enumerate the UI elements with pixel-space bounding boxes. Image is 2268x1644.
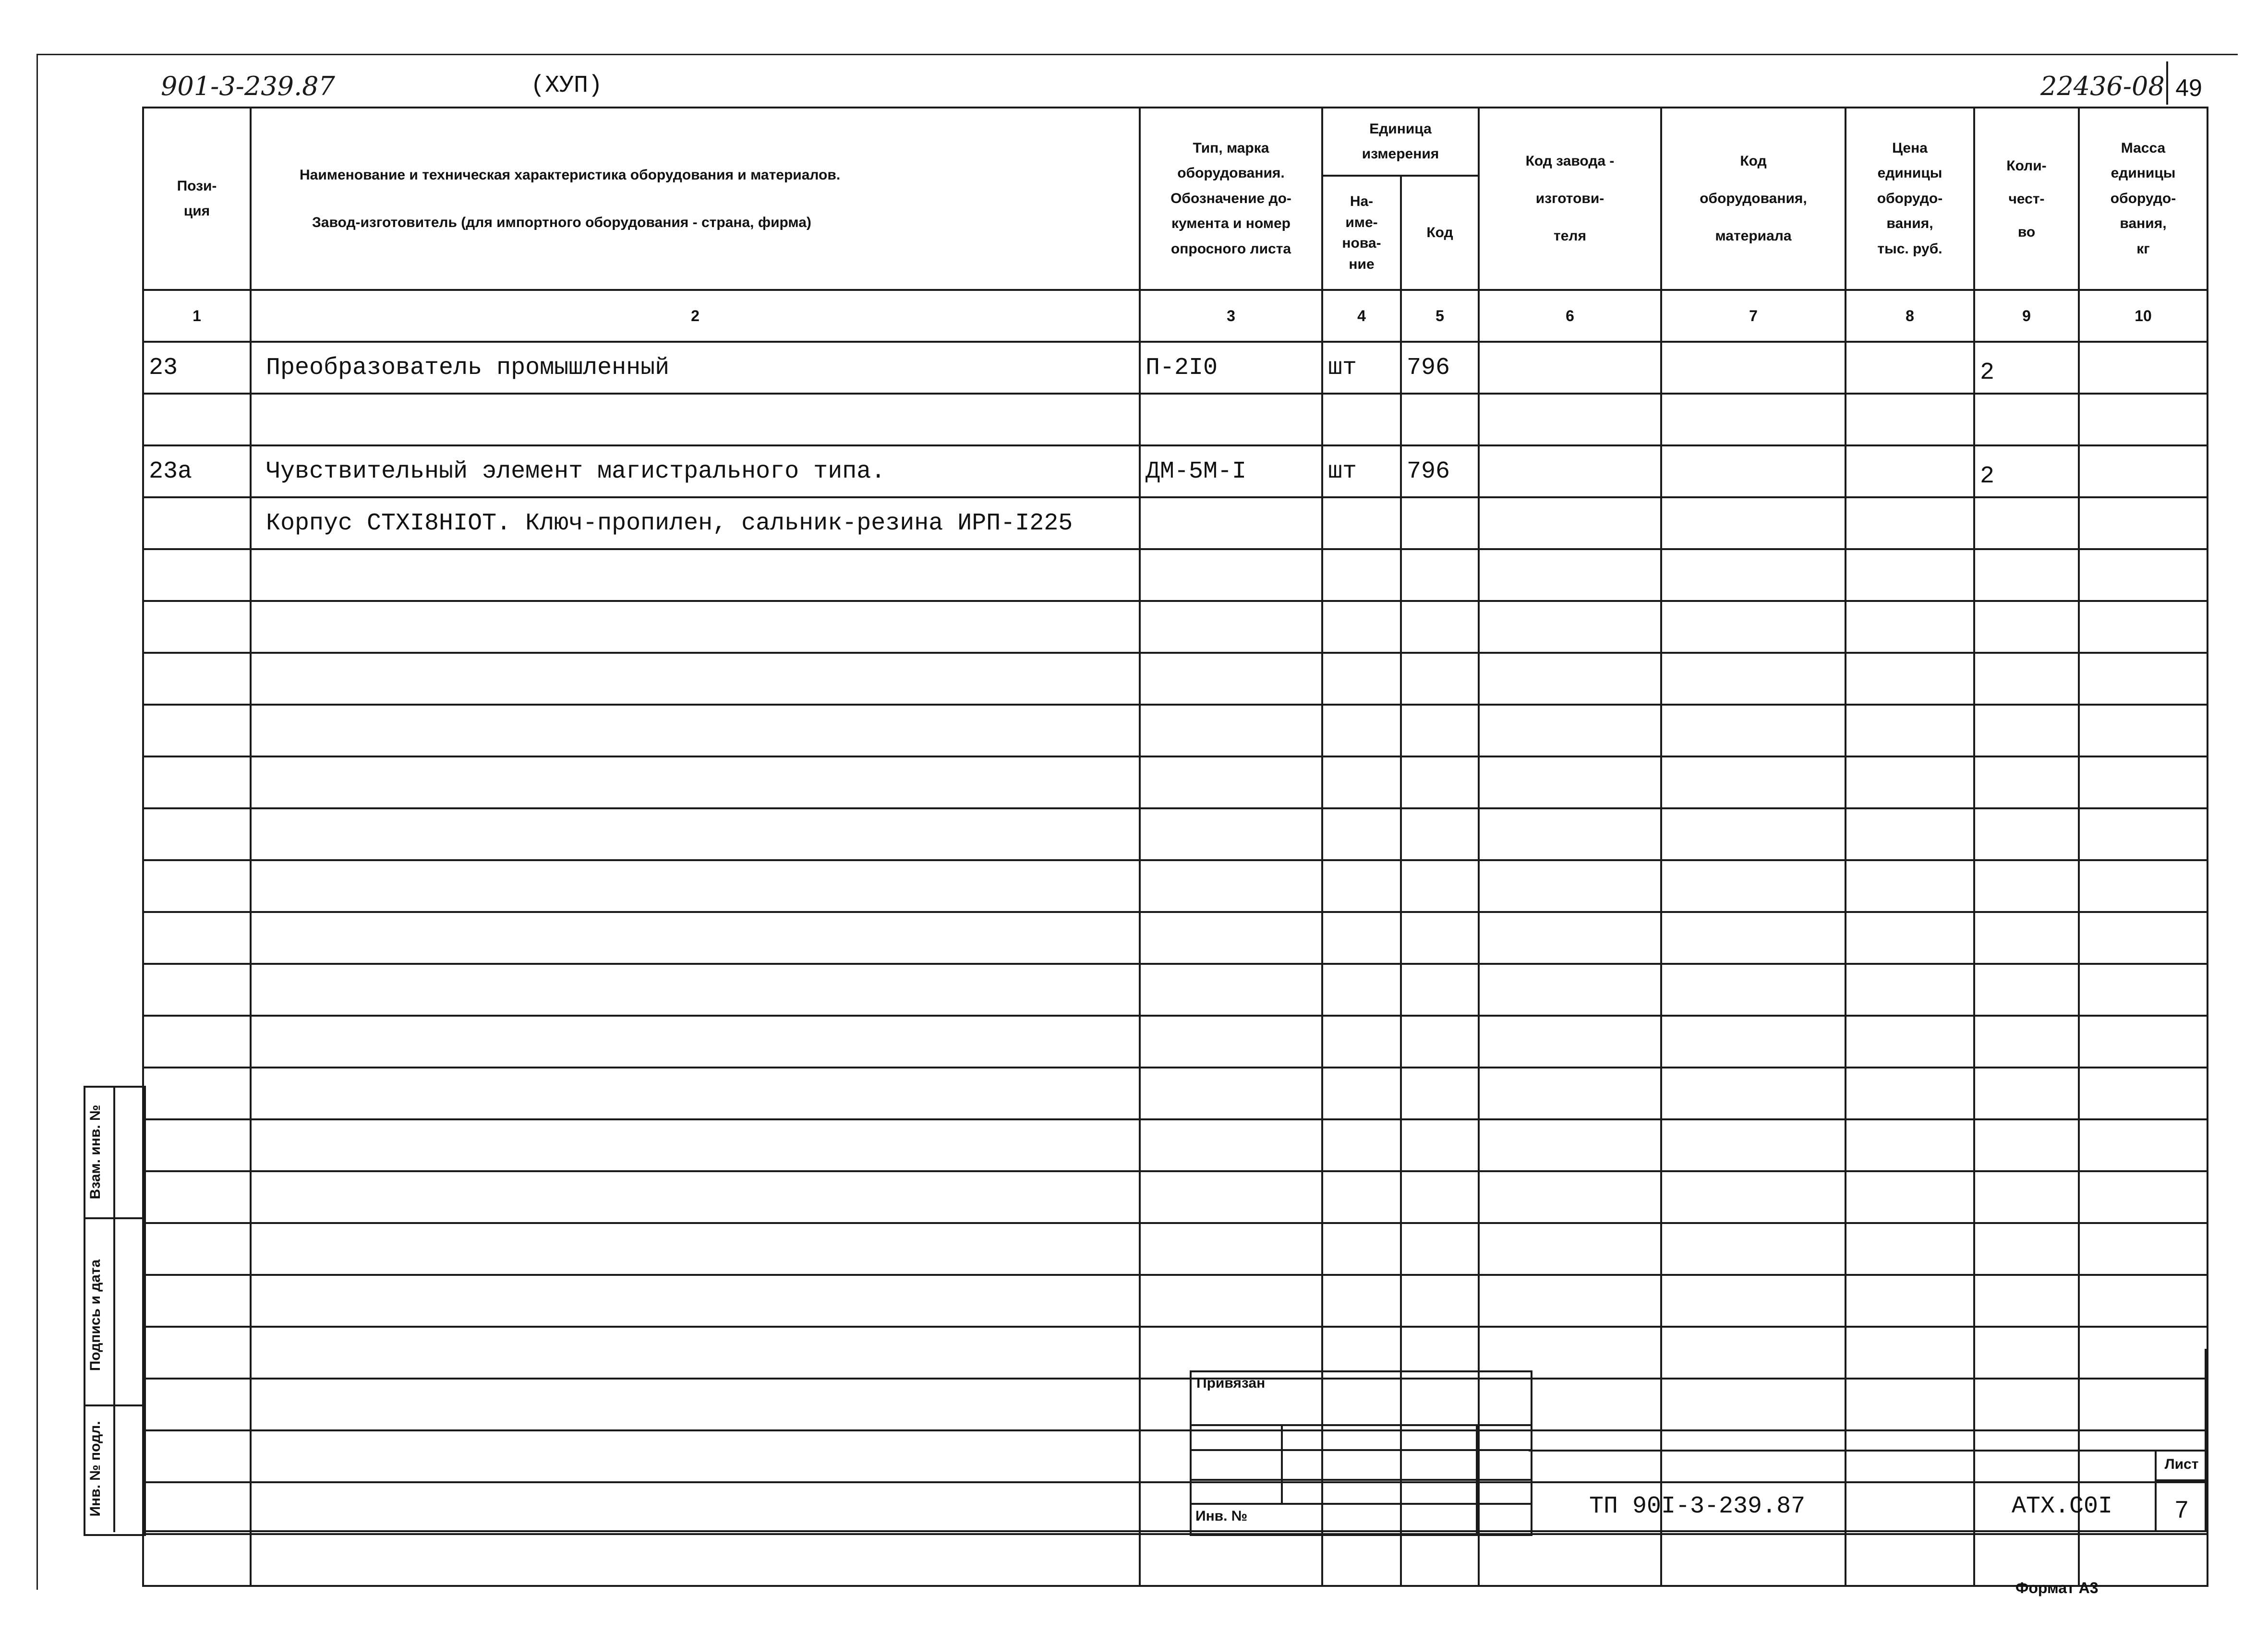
cell-price	[1846, 808, 1974, 860]
cell-code	[1401, 549, 1479, 601]
cell-quantity	[1974, 1223, 2079, 1275]
cell-factory-code	[1479, 860, 1661, 912]
cell-factory-code	[1479, 1068, 1661, 1119]
table-row	[143, 1068, 2208, 1119]
cell-quantity	[1974, 756, 2079, 808]
cell-name	[251, 1171, 1140, 1223]
cell-position	[143, 1119, 251, 1171]
cell-quantity	[1974, 964, 2079, 1016]
header-name-line2: Завод-изготовитель (для импортного оборудования - страна, фирма)	[312, 215, 811, 230]
cell-name: Корпус СТХI8НIОТ. Ключ-пропилен, сальник-резина ИРП-I225	[251, 497, 1140, 549]
cell-mass	[2079, 497, 2208, 549]
header-equipment-code: Код оборудования, материала	[1661, 108, 1846, 290]
cell-mass	[2079, 1223, 2208, 1275]
cell-code	[1401, 808, 1479, 860]
cell-name: Преобразователь промышленный	[251, 342, 1140, 394]
table-row	[143, 549, 2208, 601]
cell-code	[1401, 1275, 1479, 1327]
top-border-line	[36, 54, 2238, 55]
cell-price	[1846, 860, 1974, 912]
cell-name	[251, 756, 1140, 808]
cell-equipment-code	[1661, 1223, 1846, 1275]
cell-quantity	[1974, 1068, 2079, 1119]
cell-position	[143, 964, 251, 1016]
cell-position	[143, 705, 251, 756]
cell-position	[143, 1223, 251, 1275]
cell-equipment-code	[1661, 1534, 1846, 1586]
sheet-code: АТХ.С0I	[2012, 1493, 2113, 1520]
cell-position	[143, 601, 251, 653]
cell-name	[251, 1275, 1140, 1327]
cell-type	[1140, 808, 1322, 860]
cell-mass	[2079, 860, 2208, 912]
cell-quantity	[1974, 1275, 2079, 1327]
col-number: 10	[2079, 290, 2208, 342]
cell-position: 23а	[143, 445, 251, 497]
table-row	[143, 601, 2208, 653]
cell-position	[143, 860, 251, 912]
cell-quantity	[1974, 394, 2079, 445]
cell-name	[251, 1068, 1140, 1119]
cell-equipment-code	[1661, 1275, 1846, 1327]
table-row	[143, 808, 2208, 860]
cell-position: 23	[143, 342, 251, 394]
cell-quantity	[1974, 497, 2079, 549]
cell-unit	[1322, 756, 1401, 808]
cell-unit	[1322, 1275, 1401, 1327]
inventory-handwritten: 22436-08	[2040, 71, 2165, 101]
cell-code: 796	[1401, 342, 1479, 394]
cell-quantity	[1974, 601, 2079, 653]
cell-factory-code	[1479, 1223, 1661, 1275]
header-name-line1: Наименование и техническая характеристика оборудования и материалов.	[300, 167, 841, 183]
section-label: (ХУП)	[531, 72, 603, 99]
cell-unit	[1322, 808, 1401, 860]
col-number: 3	[1140, 290, 1322, 342]
col-number: 8	[1846, 290, 1974, 342]
cell-type	[1140, 1534, 1322, 1586]
cell-unit	[1322, 1534, 1401, 1586]
cell-name	[251, 705, 1140, 756]
header-price: Цена единицы оборудо- вания, тыс. руб.	[1846, 108, 1974, 290]
cell-factory-code	[1479, 601, 1661, 653]
cell-price	[1846, 964, 1974, 1016]
cell-factory-code	[1479, 756, 1661, 808]
cell-equipment-code	[1661, 497, 1846, 549]
table-row	[143, 705, 2208, 756]
table-row	[143, 1275, 2208, 1327]
sheet-number: 7	[2175, 1496, 2188, 1523]
cell-position	[143, 1171, 251, 1223]
table-row	[143, 445, 2208, 497]
cell-mass	[2079, 705, 2208, 756]
cell-equipment-code	[1661, 445, 1846, 497]
cell-price	[1846, 1223, 1974, 1275]
cell-code	[1401, 1068, 1479, 1119]
cell-price	[1846, 653, 1974, 705]
header-unit: Единица измерения	[1322, 108, 1479, 176]
col-number: 4	[1322, 290, 1401, 342]
doc-id: ТП 90I-3-239.87	[1589, 1493, 1806, 1520]
cell-equipment-code	[1661, 808, 1846, 860]
col-number: 2	[251, 290, 1140, 342]
cell-name	[251, 1534, 1140, 1586]
cell-position	[143, 549, 251, 601]
cell-mass	[2079, 1534, 2208, 1586]
cell-type	[1140, 860, 1322, 912]
cell-code	[1401, 860, 1479, 912]
cell-unit	[1322, 653, 1401, 705]
cell-name	[251, 1016, 1140, 1068]
cell-price	[1846, 1275, 1974, 1327]
sheet-box	[2155, 1450, 2207, 1532]
cell-equipment-code	[1661, 601, 1846, 653]
header-factory-code: Код завода - изготови- теля	[1479, 108, 1661, 290]
inv-no-label: Инв. №	[1195, 1508, 1248, 1524]
cell-quantity	[1974, 705, 2079, 756]
cell-name	[251, 912, 1140, 964]
cell-quantity: 2	[1974, 445, 2079, 497]
cell-type: П-2I0	[1140, 342, 1322, 394]
cell-position	[143, 497, 251, 549]
doc-code-handwritten: 901-3-239.87	[161, 71, 335, 101]
cell-code	[1401, 1119, 1479, 1171]
table-row	[143, 860, 2208, 912]
cell-mass	[2079, 653, 2208, 705]
cell-unit	[1322, 1016, 1401, 1068]
cell-name	[251, 601, 1140, 653]
table-row	[143, 1534, 2208, 1586]
cell-code	[1401, 1534, 1479, 1586]
cell-unit	[1322, 1223, 1401, 1275]
cell-code	[1401, 394, 1479, 445]
cell-code	[1401, 912, 1479, 964]
cell-code	[1401, 1016, 1479, 1068]
header-position: Пози- ция	[143, 108, 251, 290]
cell-price	[1846, 1534, 1974, 1586]
cell-price	[1846, 705, 1974, 756]
privyazan-label: Привязан	[1196, 1375, 1266, 1391]
cell-price	[1846, 549, 1974, 601]
cell-type: ДМ-5М-I	[1140, 445, 1322, 497]
cell-unit	[1322, 394, 1401, 445]
cell-name	[251, 653, 1140, 705]
cell-mass	[2079, 808, 2208, 860]
cell-factory-code	[1479, 964, 1661, 1016]
cell-quantity	[1974, 1119, 2079, 1171]
cell-mass	[2079, 394, 2208, 445]
cell-type	[1140, 964, 1322, 1016]
cell-factory-code	[1479, 705, 1661, 756]
table-row	[143, 342, 2208, 394]
cell-type	[1140, 705, 1322, 756]
cell-position	[143, 1534, 251, 1586]
cell-unit	[1322, 964, 1401, 1016]
column-number-row	[143, 290, 2208, 342]
cell-unit	[1322, 860, 1401, 912]
header-name	[251, 108, 1140, 290]
cell-mass	[2079, 912, 2208, 964]
cell-price	[1846, 1068, 1974, 1119]
table-row	[143, 756, 2208, 808]
cell-type	[1140, 1068, 1322, 1119]
header-type: Тип, марка оборудования. Обозначение до- кумента и номер опросного листа	[1140, 108, 1322, 290]
cell-type	[1140, 1016, 1322, 1068]
table-row	[143, 1171, 2208, 1223]
cell-factory-code	[1479, 1016, 1661, 1068]
cell-equipment-code	[1661, 964, 1846, 1016]
cell-equipment-code	[1661, 394, 1846, 445]
cell-equipment-code	[1661, 1119, 1846, 1171]
cell-code	[1401, 601, 1479, 653]
cell-code	[1401, 705, 1479, 756]
cell-code	[1401, 497, 1479, 549]
cell-price	[1846, 342, 1974, 394]
cell-price	[1846, 601, 1974, 653]
cell-mass	[2079, 601, 2208, 653]
table-row	[143, 653, 2208, 705]
cell-mass	[2079, 445, 2208, 497]
cell-code	[1401, 964, 1479, 1016]
cell-factory-code	[1479, 394, 1661, 445]
cell-price	[1846, 912, 1974, 964]
cell-unit: шт	[1322, 342, 1401, 394]
cell-code: 796	[1401, 445, 1479, 497]
cell-name	[251, 1223, 1140, 1275]
cell-mass	[2079, 1119, 2208, 1171]
cell-unit	[1322, 705, 1401, 756]
cell-quantity: 2	[1974, 342, 2079, 394]
cell-equipment-code	[1661, 653, 1846, 705]
cell-factory-code	[1479, 497, 1661, 549]
table-row	[143, 394, 2208, 445]
cell-quantity	[1974, 1534, 2079, 1586]
cell-type	[1140, 601, 1322, 653]
cell-position	[143, 1068, 251, 1119]
cell-unit	[1322, 912, 1401, 964]
cell-mass	[2079, 342, 2208, 394]
cell-type	[1140, 756, 1322, 808]
cell-name	[251, 394, 1140, 445]
cell-mass	[2079, 1068, 2208, 1119]
format-label: Формат А3	[2015, 1579, 2099, 1596]
cell-type	[1140, 497, 1322, 549]
cell-factory-code	[1479, 808, 1661, 860]
cell-position	[143, 1016, 251, 1068]
col-number: 9	[1974, 290, 2079, 342]
table-row	[143, 912, 2208, 964]
cell-unit	[1322, 1068, 1401, 1119]
cell-mass	[2079, 1275, 2208, 1327]
cell-quantity	[1974, 1016, 2079, 1068]
cell-position	[143, 1275, 251, 1327]
cell-equipment-code	[1661, 756, 1846, 808]
cell-factory-code	[1479, 445, 1661, 497]
cell-equipment-code	[1661, 705, 1846, 756]
cell-price	[1846, 1016, 1974, 1068]
table-row	[143, 964, 2208, 1016]
cell-equipment-code	[1661, 1068, 1846, 1119]
cell-position	[143, 394, 251, 445]
cell-name	[251, 808, 1140, 860]
cell-unit	[1322, 1119, 1401, 1171]
cell-code	[1401, 1223, 1479, 1275]
cell-quantity	[1974, 549, 2079, 601]
bottom-frame	[142, 1349, 2207, 1532]
cell-type	[1140, 653, 1322, 705]
table-row	[143, 1119, 2208, 1171]
cell-name	[251, 964, 1140, 1016]
privyazan-stamp	[1190, 1370, 1532, 1536]
cell-price	[1846, 497, 1974, 549]
col-number: 1	[143, 290, 251, 342]
cell-name: Чувствительный элемент магистрального типа.	[251, 445, 1140, 497]
cell-unit	[1322, 601, 1401, 653]
cell-code	[1401, 1171, 1479, 1223]
cell-code	[1401, 756, 1479, 808]
cell-equipment-code	[1661, 860, 1846, 912]
cell-price	[1846, 394, 1974, 445]
cell-mass	[2079, 756, 2208, 808]
cell-position	[143, 912, 251, 964]
cell-unit	[1322, 497, 1401, 549]
cell-name	[251, 549, 1140, 601]
cell-type	[1140, 1223, 1322, 1275]
sheet-label: Лист	[2164, 1456, 2199, 1472]
cell-quantity	[1974, 808, 2079, 860]
cell-position	[143, 756, 251, 808]
cell-quantity	[1974, 1171, 2079, 1223]
cell-mass	[2079, 1171, 2208, 1223]
cell-equipment-code	[1661, 342, 1846, 394]
cell-unit	[1322, 1171, 1401, 1223]
table-row	[143, 497, 2208, 549]
cell-factory-code	[1479, 653, 1661, 705]
header-mass: Масса единицы оборудо- вания, кг	[2079, 108, 2208, 290]
cell-price	[1846, 445, 1974, 497]
side-label-podpis: Подпись и дата	[87, 1259, 103, 1371]
col-number: 5	[1401, 290, 1479, 342]
col-number: 7	[1661, 290, 1846, 342]
cell-mass	[2079, 549, 2208, 601]
cell-type	[1140, 549, 1322, 601]
cell-price	[1846, 1119, 1974, 1171]
cell-unit: шт	[1322, 445, 1401, 497]
cell-factory-code	[1479, 912, 1661, 964]
cell-quantity	[1974, 653, 2079, 705]
cell-factory-code	[1479, 1171, 1661, 1223]
cell-equipment-code	[1661, 549, 1846, 601]
cell-factory-code	[1479, 1534, 1661, 1586]
header-unit-code: Код	[1401, 176, 1479, 290]
cell-name	[251, 1119, 1140, 1171]
cell-unit	[1322, 549, 1401, 601]
header-unit-name: На- име- нова- ние	[1322, 176, 1401, 290]
cell-position	[143, 808, 251, 860]
cell-type	[1140, 1275, 1322, 1327]
cell-quantity	[1974, 860, 2079, 912]
cell-name	[251, 860, 1140, 912]
table-row	[143, 1223, 2208, 1275]
side-label-vzam: Взам. инв. №	[87, 1104, 103, 1200]
cell-factory-code	[1479, 1119, 1661, 1171]
cell-equipment-code	[1661, 912, 1846, 964]
cell-factory-code	[1479, 342, 1661, 394]
cell-code	[1401, 653, 1479, 705]
cell-equipment-code	[1661, 1171, 1846, 1223]
cell-price	[1846, 1171, 1974, 1223]
side-label-inv-podl: Инв. № подл.	[87, 1421, 103, 1517]
cell-equipment-code	[1661, 1016, 1846, 1068]
title-block-line	[1529, 1450, 2207, 1452]
cell-factory-code	[1479, 549, 1661, 601]
cell-mass	[2079, 1016, 2208, 1068]
left-border-line	[36, 54, 38, 1590]
cell-quantity	[1974, 912, 2079, 964]
col-number: 6	[1479, 290, 1661, 342]
cell-price	[1846, 756, 1974, 808]
cell-type	[1140, 1171, 1322, 1223]
cell-type	[1140, 394, 1322, 445]
table-row	[143, 1016, 2208, 1068]
cell-type	[1140, 1119, 1322, 1171]
cell-mass	[2079, 964, 2208, 1016]
cell-factory-code	[1479, 1275, 1661, 1327]
cell-type	[1140, 912, 1322, 964]
cell-position	[143, 653, 251, 705]
page-number: 49	[2166, 61, 2209, 105]
header-quantity: Коли- чест- во	[1974, 108, 2079, 290]
